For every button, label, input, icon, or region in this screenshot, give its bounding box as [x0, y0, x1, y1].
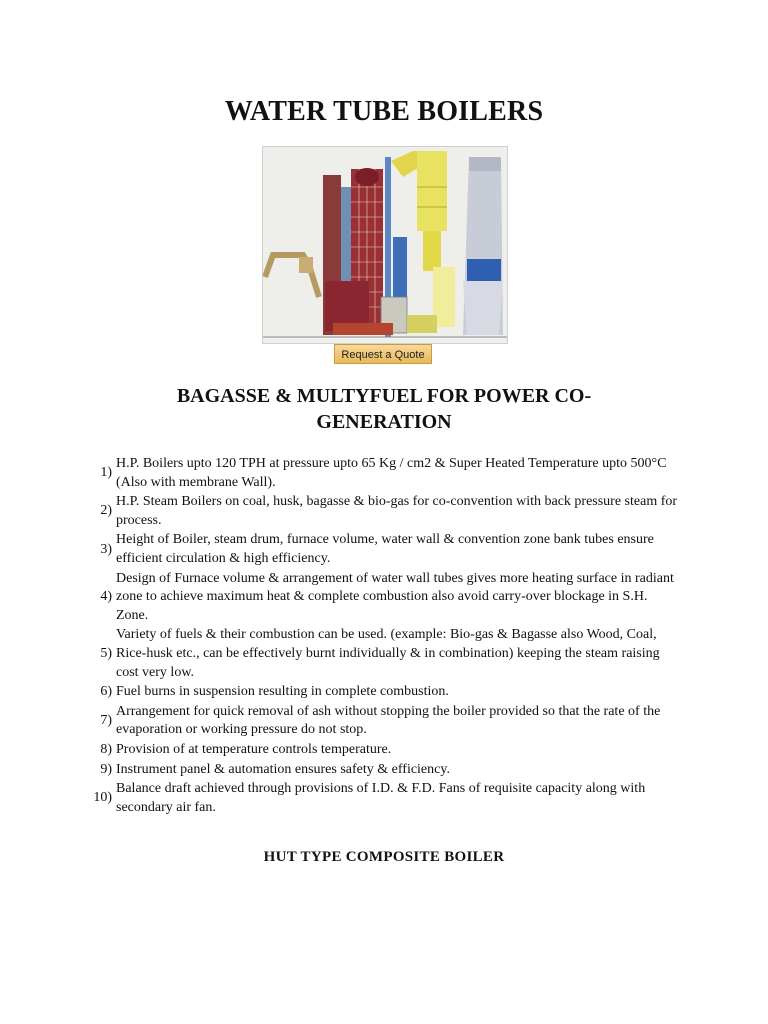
list-item [82, 761, 682, 780]
item-number: 8) [100, 741, 112, 757]
boiler-diagram-icon [263, 147, 507, 343]
item-text: Height of Boiler, steam drum, furnace volume, water wall & convention zone bank tubes ensure efficient circulation & high efficiency. [116, 532, 654, 566]
list-item [82, 455, 682, 492]
item-number: 4) [100, 589, 112, 605]
item-text: Instrument panel & automation ensures safety & efficiency. [116, 761, 450, 777]
request-quote-button[interactable]: Request a Quote [334, 344, 432, 364]
list-item [82, 626, 682, 682]
item-number: 3) [100, 541, 112, 557]
item-text: H.P. Boilers upto 120 TPH at pressure upto 65 Kg / cm2 & Super Heated Temperature upto 500°C (Also with membrane Wall). [116, 456, 667, 490]
item-number: 1) [100, 465, 112, 481]
item-text: Design of Furnace volume & arrangement of water wall tubes gives more heating surface in radiant zone to achieve maximum heat & complete combustion also avoid carry-over blockage in S.H. Zone. [116, 570, 674, 623]
list-item [82, 570, 682, 626]
item-text: Arrangement for quick removal of ash without stopping the boiler provided so that the rate of the evaporation or working pressure do not stop. [116, 703, 661, 738]
page-title: WATER TUBE BOILERS [224, 96, 544, 127]
features-list [82, 455, 682, 818]
item-number: 2) [100, 503, 112, 519]
item-number: 7) [100, 713, 112, 729]
item-text: Fuel burns in suspension resulting in complete combustion. [116, 684, 449, 700]
item-text: Variety of fuels & their combustion can be used. (example: Bio-gas & Bagasse also Wood, Coal, Rice-husk etc., can be effectively burnt individually & in combination) keeping the steam raising cost very low. [116, 627, 660, 680]
boiler-diagram-image [262, 146, 508, 344]
item-text: Provision of at temperature controls temperature. [116, 741, 392, 757]
list-item [82, 531, 682, 568]
item-text: Balance draft achieved through provisions of I.D. & F.D. Fans of requisite capacity along with secondary air fan. [116, 781, 646, 815]
section-heading: HUT TYPE COMPOSITE BOILER [263, 849, 505, 865]
list-item [82, 683, 682, 702]
list-item [82, 780, 682, 817]
list-item [82, 703, 682, 740]
item-number: 9) [100, 761, 112, 777]
item-number: 5) [100, 645, 112, 661]
list-item [82, 741, 682, 760]
item-number: 10) [93, 790, 112, 806]
section-subtitle: BAGASSE & MULTYFUEL FOR POWER CO-GENERATION [176, 385, 592, 433]
item-text: H.P. Steam Boilers on coal, husk, bagasse & bio-gas for co-convention with back pressure steam for process. [116, 494, 678, 528]
list-item [82, 493, 682, 530]
item-number: 6) [100, 684, 112, 700]
